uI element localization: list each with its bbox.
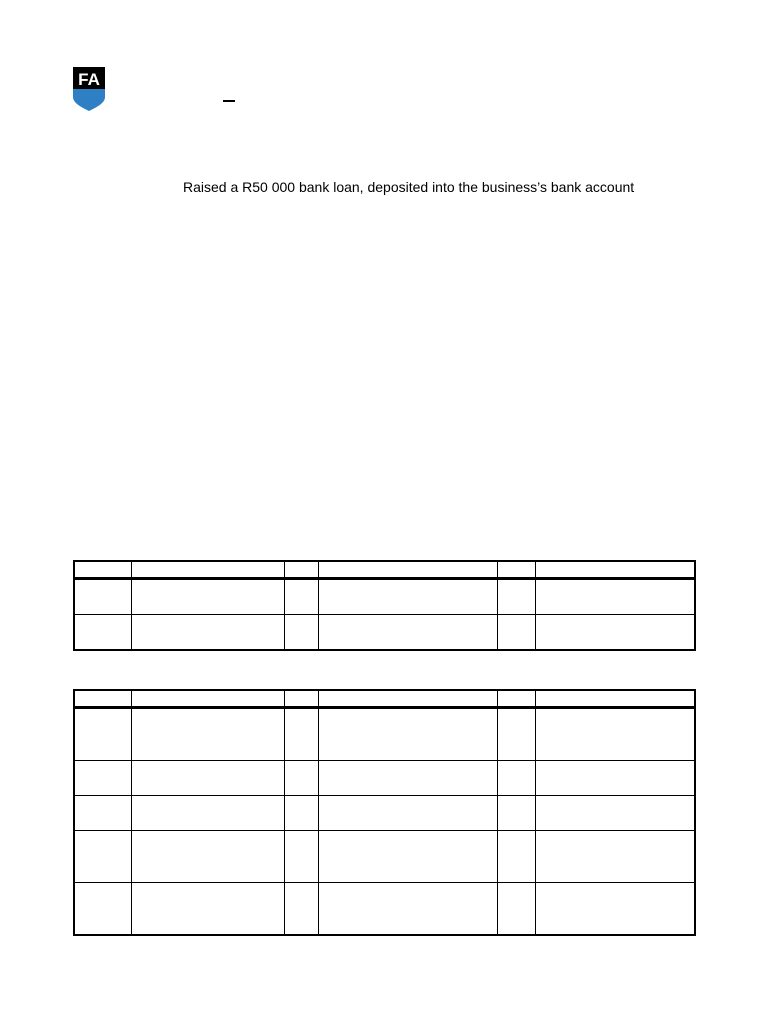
transaction-description: Raised a R50 000 bank loan, deposited into the business’s bank account (183, 179, 635, 195)
table-cell (497, 579, 535, 615)
table-cell (74, 796, 131, 831)
table-cell (131, 831, 284, 883)
table-cell (74, 761, 131, 796)
header-cell (535, 561, 695, 579)
header-cell (318, 690, 497, 708)
table-cell (74, 615, 131, 651)
header-cell (284, 561, 318, 579)
table-cell (535, 883, 695, 936)
table-cell (131, 708, 284, 761)
table-cell (131, 579, 284, 615)
header-cell (497, 561, 535, 579)
ledger-table-2 (73, 689, 696, 936)
table-cell (284, 615, 318, 651)
table-cell (535, 708, 695, 761)
table-row (74, 761, 695, 796)
table-cell (284, 831, 318, 883)
table-cell (497, 708, 535, 761)
table-header-row (74, 561, 695, 579)
table-cell (535, 761, 695, 796)
blank-dash (223, 100, 235, 102)
table-cell (74, 708, 131, 761)
table-cell (131, 615, 284, 651)
header-cell (497, 690, 535, 708)
table-cell (74, 883, 131, 936)
table-row (74, 796, 695, 831)
table-row (74, 708, 695, 761)
fa-logo (73, 67, 105, 111)
table-cell (497, 796, 535, 831)
table-cell (318, 708, 497, 761)
header-cell (74, 561, 131, 579)
header-cell (131, 690, 284, 708)
table-cell (497, 761, 535, 796)
table-header-row (74, 690, 695, 708)
table-cell (74, 579, 131, 615)
header-cell (535, 690, 695, 708)
table-cell (284, 708, 318, 761)
header-cell (131, 561, 284, 579)
table-cell (284, 579, 318, 615)
table-cell (131, 883, 284, 936)
table-cell (497, 615, 535, 651)
table-cell (535, 579, 695, 615)
table-cell (535, 615, 695, 651)
table-cell (318, 761, 497, 796)
table-row (74, 831, 695, 883)
table-cell (284, 796, 318, 831)
table-cell (535, 796, 695, 831)
table-cell (318, 579, 497, 615)
table-cell (318, 883, 497, 936)
table-row (74, 883, 695, 936)
table-cell (497, 831, 535, 883)
table-cell (497, 883, 535, 936)
table-cell (318, 831, 497, 883)
ledger-table-1 (73, 560, 696, 651)
shield-icon (73, 67, 105, 111)
table-row (74, 579, 695, 615)
logo-text: FA (78, 70, 100, 89)
table-cell (535, 831, 695, 883)
table-row (74, 615, 695, 651)
header-cell (74, 690, 131, 708)
table-cell (318, 615, 497, 651)
header-cell (284, 690, 318, 708)
table-cell (74, 831, 131, 883)
table-cell (131, 796, 284, 831)
header-cell (318, 561, 497, 579)
table-cell (284, 761, 318, 796)
table-cell (131, 761, 284, 796)
table-cell (318, 796, 497, 831)
table-cell (284, 883, 318, 936)
